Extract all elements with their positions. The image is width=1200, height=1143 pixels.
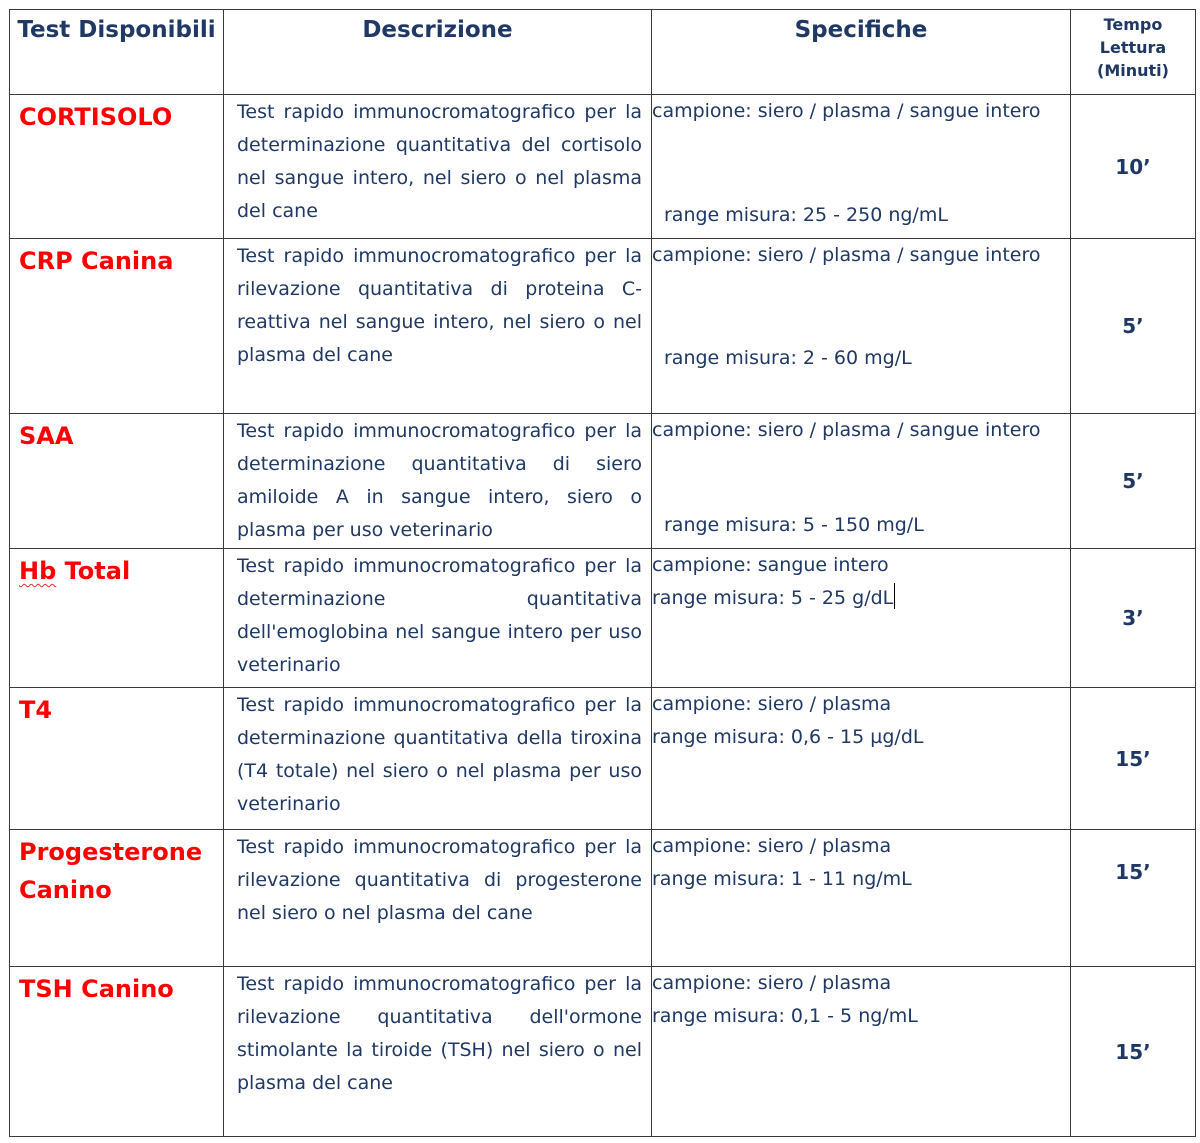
reading-time: 15’: [1071, 830, 1196, 967]
sample-spec: campione: siero / plasma: [652, 835, 892, 857]
description-cell: [224, 95, 652, 239]
description-cell: [224, 239, 652, 414]
test-name-cell: [10, 414, 224, 549]
sample-spec: campione: sangue intero: [652, 554, 889, 576]
test-description: Test rapido immunocromatografico per la determinazione quantitativa di siero amiloide A in sangue intero, siero o plasma per uso veterinario: [237, 420, 642, 541]
test-name: CORTISOLO: [19, 103, 173, 131]
description-cell: [224, 549, 652, 688]
specs-cell: [652, 549, 1071, 688]
text-cursor: [894, 583, 895, 609]
description-cell: [224, 830, 652, 967]
reading-time: 10’: [1071, 95, 1196, 239]
description-cell: [224, 688, 652, 830]
test-description: Test rapido immunocromatografico per la rilevazione quantitativa di progesterone nel siero o nel plasma del cane: [237, 836, 642, 924]
table-row: [10, 239, 1196, 414]
test-description: Test rapido immunocromatografico per la rilevazione quantitativa di proteina C-reattiva nel sangue intero, nel siero o nel plasma del cane: [237, 245, 642, 366]
test-name: Hb Total: [19, 557, 131, 585]
sample-spec: campione: siero / plasma / sangue intero: [652, 419, 1041, 441]
test-description: Test rapido immunocromatografico per la determinazione quantitativa dell'emoglobina nel sangue intero per uso veterinario: [237, 555, 642, 676]
document-page: [9, 9, 1195, 1139]
specs-cell: [652, 239, 1071, 414]
sample-spec: campione: siero / plasma: [652, 693, 892, 715]
table-header-row: [10, 10, 1196, 95]
table-row: [10, 549, 1196, 688]
table-row: [10, 830, 1196, 967]
test-name: T4: [19, 696, 53, 724]
specs-cell: [652, 688, 1071, 830]
table-row: [10, 95, 1196, 239]
table-row: [10, 967, 1196, 1137]
specs-cell: [652, 95, 1071, 239]
sample-spec: campione: siero / plasma / sangue intero: [652, 100, 1041, 122]
reading-time: 5’: [1071, 414, 1196, 549]
range-spec: range misura: 5 - 25 g/dL: [652, 582, 1070, 615]
specs-cell: [652, 967, 1071, 1137]
range-spec: range misura: 1 - 11 ng/mL: [652, 868, 912, 890]
test-description: Test rapido immunocromatografico per la rilevazione quantitativa dell'ormone stimolante la tiroide (TSH) nel siero o nel plasma del cane: [237, 973, 642, 1094]
header-test: Test Disponibili: [10, 10, 224, 95]
range-spec: range misura: 5 - 150 mg/L: [664, 514, 924, 536]
test-description: Test rapido immunocromatografico per la determinazione quantitativa del cortisolo nel sangue intero, nel siero o nel plasma del cane: [237, 101, 642, 222]
test-name: SAA: [19, 422, 74, 450]
test-description: Test rapido immunocromatografico per la determinazione quantitativa della tiroxina (T4 totale) nel siero o nel plasma per uso veterinario: [237, 694, 642, 815]
range-spec: range misura: 0,6 - 15 µg/dL: [652, 726, 924, 748]
tests-table: [9, 9, 1196, 1137]
sample-spec: campione: siero / plasma: [652, 972, 892, 994]
sample-spec: campione: siero / plasma / sangue intero: [652, 244, 1041, 266]
header-specs: Specifiche: [652, 10, 1071, 95]
test-name-cell: [10, 688, 224, 830]
table-row: [10, 414, 1196, 549]
reading-time: 15’: [1071, 967, 1196, 1137]
test-name-cell: [10, 830, 224, 967]
test-name: CRP Canina: [19, 247, 174, 275]
description-cell: [224, 967, 652, 1137]
header-description: Descrizione: [224, 10, 652, 95]
test-name-cell: [10, 239, 224, 414]
reading-time: 5’: [1071, 239, 1196, 414]
description-cell: [224, 414, 652, 549]
specs-cell: [652, 414, 1071, 549]
reading-time: 3’: [1071, 549, 1196, 688]
range-spec: range misura: 2 - 60 mg/L: [664, 347, 912, 369]
specs-cell: [652, 830, 1071, 967]
test-name-cell: [10, 549, 224, 688]
header-time: Tempo Lettura (Minuti): [1071, 10, 1196, 95]
test-name-cell: [10, 95, 224, 239]
reading-time: 15’: [1071, 688, 1196, 830]
test-name-cell: [10, 967, 224, 1137]
test-name: TSH Canino: [19, 975, 174, 1003]
range-spec: range misura: 25 - 250 ng/mL: [664, 204, 948, 226]
test-name: Progesterone Canino: [19, 838, 203, 904]
range-spec: range misura: 0,1 - 5 ng/mL: [652, 1005, 918, 1027]
spellcheck-underline: Hb: [19, 557, 57, 585]
table-row: [10, 688, 1196, 830]
